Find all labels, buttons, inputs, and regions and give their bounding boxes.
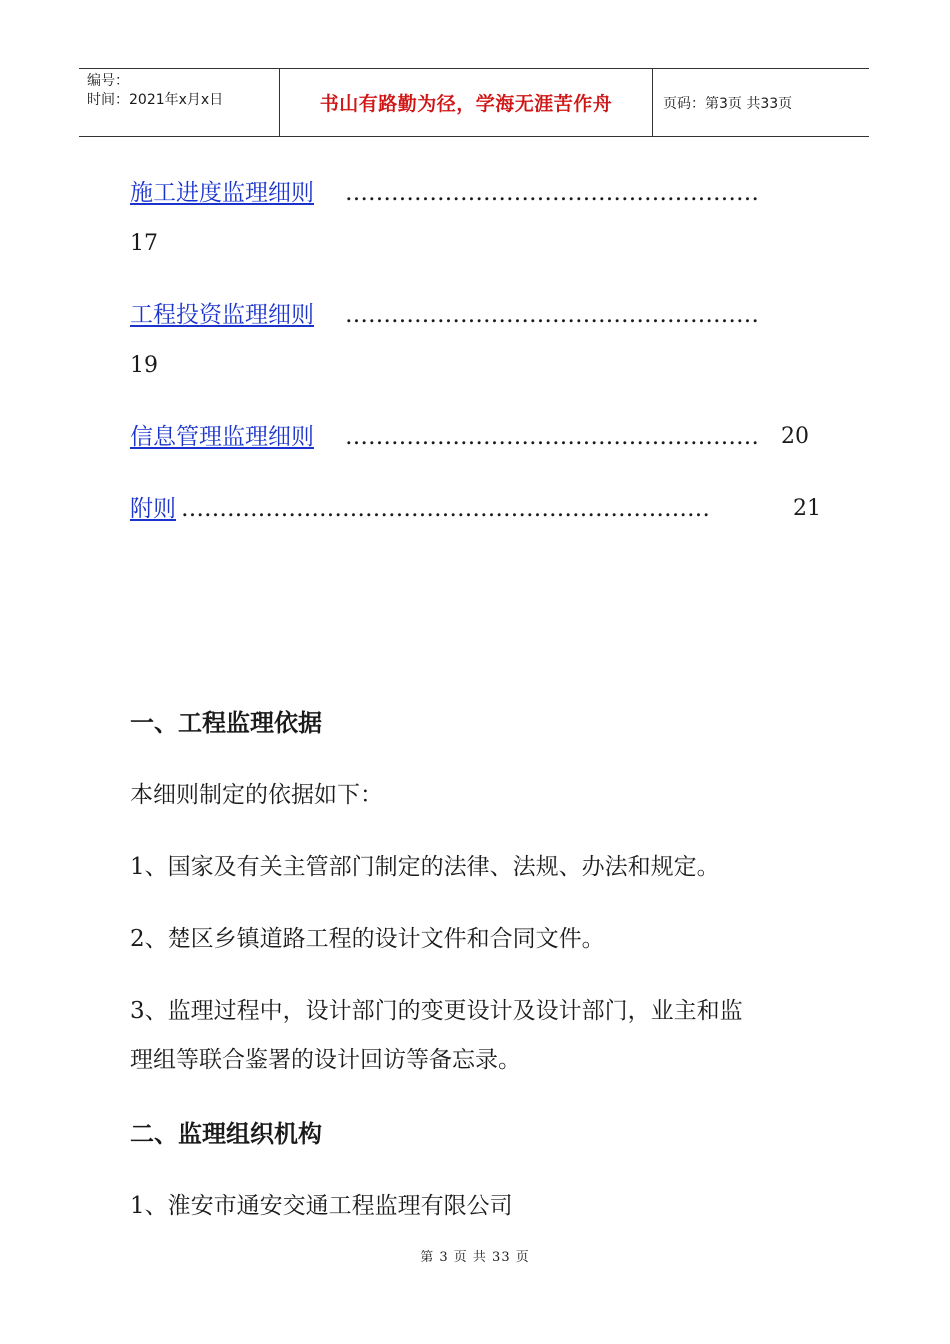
paragraph: 本细则制定的依据如下： xyxy=(130,782,383,808)
toc-page-number: 19 xyxy=(130,353,158,378)
toc-page-number: 20 xyxy=(781,424,809,449)
page-header xyxy=(79,68,869,137)
section-heading: 二、监理组织机构 xyxy=(130,1119,322,1148)
toc-link[interactable]: 附则 xyxy=(130,496,176,522)
toc-leader-dots: ……………………………………………… xyxy=(345,180,759,206)
header-page-info: 页码：第3页 共33页 xyxy=(663,95,793,112)
list-item: 2、楚区乡镇道路工程的设计文件和合同文件。 xyxy=(130,926,605,952)
page-footer: 第 3 页 共 33 页 xyxy=(420,1250,530,1265)
toc-entry[interactable] xyxy=(130,300,314,330)
list-item-continuation: 理组等联合鉴署的设计回访等备忘录。 xyxy=(130,1047,521,1073)
toc-leader-dots: ……………………………………………… xyxy=(345,424,759,450)
toc-page-number: 17 xyxy=(130,231,158,256)
header-motto: 书山有路勤为径，学海无涯苦作舟 xyxy=(280,69,653,136)
toc-leader-dots: …………………………………………………………… xyxy=(181,496,710,522)
toc-link[interactable]: 信息管理监理细则 xyxy=(130,424,314,450)
toc-page-number: 21 xyxy=(793,496,821,521)
toc-entry[interactable] xyxy=(130,494,176,524)
list-item: 1、淮安市通安交通工程监理有限公司 xyxy=(130,1193,513,1219)
document-number-label: 编号： xyxy=(87,73,129,89)
section-heading: 一、工程监理依据 xyxy=(130,708,322,737)
toc-entry[interactable] xyxy=(130,178,314,208)
list-item: 3、监理过程中，设计部门的变更设计及设计部门，业主和监 xyxy=(130,998,743,1024)
header-meta-cell xyxy=(79,69,280,136)
toc-leader-dots: ……………………………………………… xyxy=(345,302,759,328)
toc-link[interactable]: 施工进度监理细则 xyxy=(130,180,314,206)
toc-link[interactable]: 工程投资监理细则 xyxy=(130,302,314,328)
document-time-label: 时间：2021年x月x日 xyxy=(87,92,224,108)
list-item: 1、国家及有关主管部门制定的法律、法规、办法和规定。 xyxy=(130,854,720,880)
toc-entry[interactable] xyxy=(130,422,314,452)
